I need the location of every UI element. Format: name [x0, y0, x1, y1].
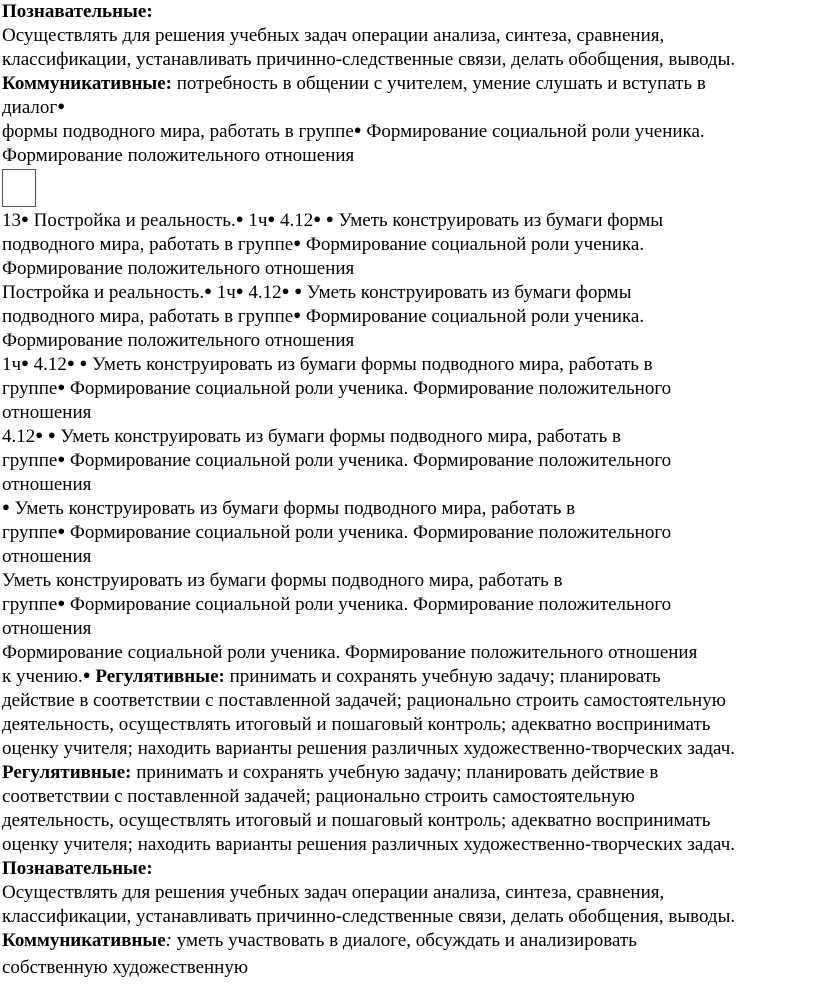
text-line: собственную художественную	[2, 957, 249, 978]
text-line: соответствии с поставленной задачей; рационально строить самостоятельную	[2, 786, 635, 807]
bullet-icon: ●	[353, 122, 362, 137]
text-line: ● Уметь конструировать из бумаги формы подводного мира, работать в	[2, 498, 576, 519]
text-line: Коммуникативные: потребность в общении с учителем, умение слушать и вступать в	[2, 73, 706, 94]
bullet-icon: ●	[281, 283, 290, 298]
bullet-icon: ●	[204, 283, 212, 298]
text-line: Формирование положительного отношения	[2, 145, 355, 166]
text-line: отношения	[2, 474, 92, 495]
text-line: к учению.● Регулятивные: принимать и сохранять учебную задачу; планировать	[2, 666, 661, 687]
bullet-icon: ●	[267, 211, 276, 226]
heading-regulatory: Регулятивные:	[95, 666, 225, 687]
text-line: Формирование социальной роли ученика. Формирование положительного отношения	[2, 642, 698, 663]
bullet-icon: ●	[66, 355, 75, 370]
bullet-icon: ●	[294, 283, 303, 298]
text-line: деятельность, осуществлять итоговый и пошаговый контроль; адекватно воспринимать	[2, 810, 711, 831]
text-line: 1ч● 4.12● ● Уметь конструировать из бумаги формы подводного мира, работать в	[2, 354, 653, 375]
text-line: группе● Формирование социальной роли ученика. Формирование положительного	[2, 450, 672, 471]
text-line: действие в соответствии с поставленной задачей; рационально строить самостоятельную	[2, 690, 726, 711]
text-line: оценку учителя; находить варианты решения различных художественно-творческих задач.	[2, 738, 736, 759]
bullet-icon: ●	[2, 499, 10, 514]
text-line: Коммуникативные: уметь участвовать в диалоге, обсуждать и анализировать	[2, 930, 637, 951]
bullet-icon: ●	[235, 283, 244, 298]
bullet-icon: ●	[293, 307, 302, 322]
text-line: отношения	[2, 402, 92, 423]
text-line: Осуществлять для решения учебных задач операции анализа, синтеза, сравнения,	[2, 882, 665, 903]
text-line: классификации, устанавливать причинно-следственные связи, делать обобщения, выводы.	[2, 49, 736, 70]
bullet-icon: ●	[57, 595, 66, 610]
heading-regulatory: Регулятивные:	[2, 762, 132, 783]
text-line: Постройка и реальность.● 1ч● 4.12● ● Уметь конструировать из бумаги формы	[2, 282, 632, 303]
text-line: отношения	[2, 546, 92, 567]
bullet-icon: ●	[79, 355, 88, 370]
text-line: классификации, устанавливать причинно-следственные связи, делать обобщения, выводы.	[2, 906, 736, 927]
heading-cognitive: Познавательные:	[2, 858, 153, 879]
text-line: Формирование положительного отношения	[2, 258, 355, 279]
bullet-icon: ●	[21, 355, 29, 370]
bullet-icon: ●	[82, 667, 91, 682]
text-line: Осуществлять для решения учебных задач операции анализа, синтеза, сравнения,	[2, 25, 665, 46]
heading-communicative: Коммуникативные	[2, 930, 166, 951]
bullet-icon: ●	[57, 379, 66, 394]
bullet-icon: ●	[293, 235, 302, 250]
text-line: группе● Формирование социальной роли ученика. Формирование положительного	[2, 378, 672, 399]
text-line: отношения	[2, 618, 92, 639]
text-line: группе● Формирование социальной роли ученика. Формирование положительного	[2, 594, 672, 615]
text-line: формы подводного мира, работать в группе● Формирование социальной роли ученика.	[2, 121, 705, 142]
text-line: Регулятивные: принимать и сохранять учебную задачу; планировать действие в	[2, 762, 659, 783]
bullet-icon: ●	[313, 211, 322, 226]
text-line: диалог●	[2, 97, 66, 118]
heading-cognitive: Познавательные:	[2, 1, 153, 22]
bullet-icon: ●	[57, 523, 66, 538]
text-line: Уметь конструировать из бумаги формы подводного мира, работать в	[2, 570, 563, 591]
heading-communicative: Коммуникативные:	[2, 73, 172, 94]
empty-cell-box	[2, 169, 36, 207]
bullet-icon: ●	[47, 427, 56, 442]
text-line: подводного мира, работать в группе● Формирование социальной роли ученика.	[2, 234, 645, 255]
text-line: 13● Постройка и реальность.● 1ч● 4.12● ● Уметь конструировать из бумаги формы	[2, 210, 664, 231]
text-line: группе● Формирование социальной роли ученика. Формирование положительного	[2, 522, 672, 543]
bullet-icon: ●	[235, 211, 244, 226]
text-line: оценку учителя; находить варианты решения различных художественно-творческих задач.	[2, 834, 736, 855]
bullet-icon: ●	[57, 98, 66, 113]
text-line: 4.12● ● Уметь конструировать из бумаги формы подводного мира, работать в	[2, 426, 621, 447]
bullet-icon: ●	[325, 211, 334, 226]
bullet-icon: ●	[21, 211, 29, 226]
text-line: подводного мира, работать в группе● Формирование социальной роли ученика.	[2, 306, 645, 327]
text-line: деятельность, осуществлять итоговый и пошаговый контроль; адекватно воспринимать	[2, 714, 711, 735]
bullet-icon: ●	[35, 427, 44, 442]
text-line: Формирование положительного отношения	[2, 330, 355, 351]
bullet-icon: ●	[57, 451, 66, 466]
